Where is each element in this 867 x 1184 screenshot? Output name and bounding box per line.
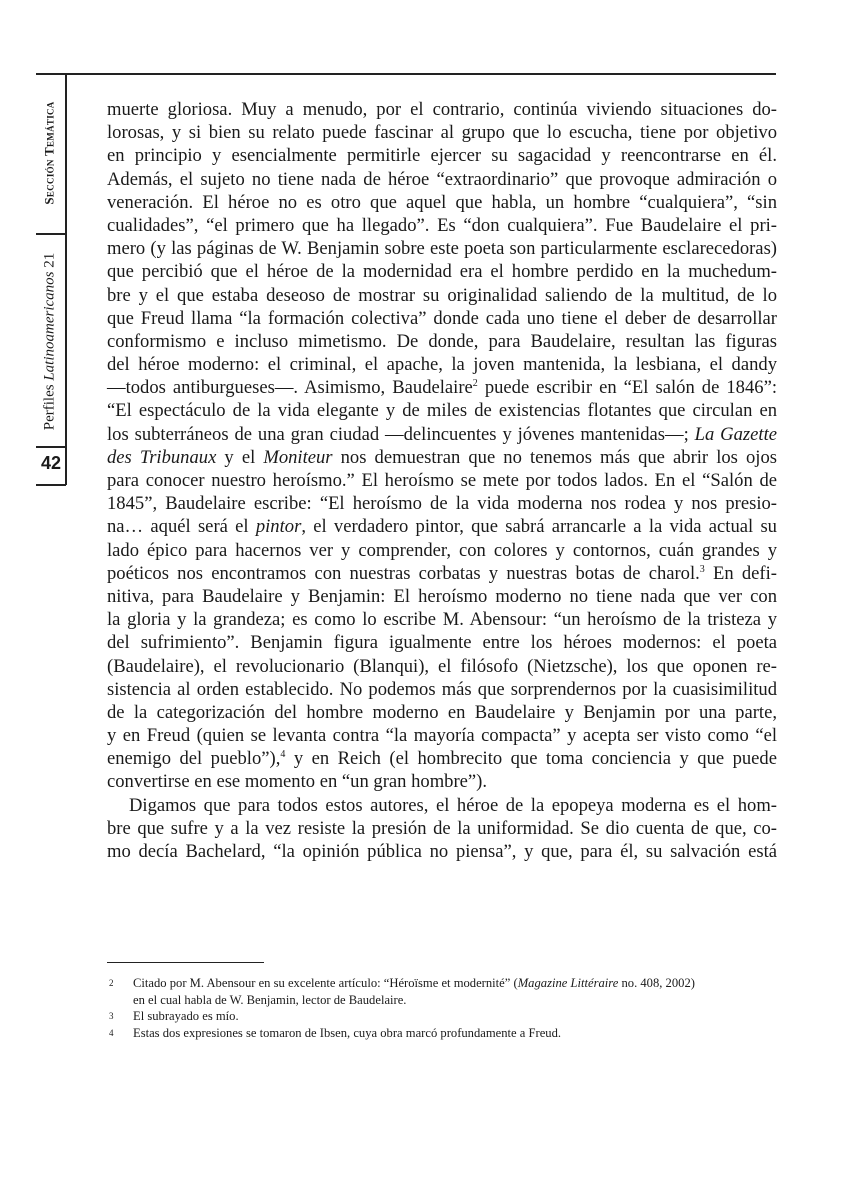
text-line: mo decía Bachelard, “la opinión pública no piensa”, y que, para él, su salvación está (107, 841, 777, 862)
text-line: Digamos que para todos estos autores, el héroe de la epopeya moderna es el hom- (129, 794, 777, 816)
text-line: conformismo e incluso mimetismo. De donde, para Baudelaire, resultan las figuras (107, 330, 777, 352)
text-line: que percibió que el héroe de la modernidad era el hombre perdido en la muchedum- (107, 261, 777, 283)
text-line (107, 446, 777, 469)
sidebar-divider (36, 484, 66, 486)
footnote-text: en el cual habla de W. Benjamin, lector de Baudelaire. (133, 992, 407, 1007)
text-run: poéticos nos encontramos con nuestras corbatas y nuestras botas de charol. (107, 562, 700, 584)
footnote-text: no. 408, 2002) (618, 976, 695, 990)
italic-title: Moniteur (263, 446, 333, 468)
text-line: cualidades”, “el primero que ha llegado”. Es “don cualquiera”. Fue Baudelaire el pri- (107, 214, 777, 236)
journal-name: Latinoamericanos (41, 271, 58, 381)
journal-prefix: Perfiles (41, 380, 58, 430)
text-run: puede escribir en “El salón de 1846”: (477, 377, 777, 399)
text-line (107, 747, 777, 770)
text-line: bre y el que estaba deseoso de mostrar su originalidad saliendo de la multitud, de lo (107, 284, 777, 306)
text-run: y el (216, 446, 264, 468)
text-line (107, 423, 777, 446)
text-line: convertirse en ese momento en “un gran hombre”). (107, 771, 487, 793)
sidebar-divider (36, 446, 66, 448)
text-line (107, 515, 777, 538)
text-line: de la categorización del hombre moderno en Baudelaire y Benjamin por una parte, (107, 701, 777, 723)
text-line: nitiva, para Baudelaire y Benjamin: El heroísmo moderno no tiene nada que ver con (107, 585, 777, 607)
text-run: y en Reich (el hombrecito que toma conciencia y que puede (285, 748, 777, 770)
header-rule (36, 73, 776, 75)
italic-emphasis: pintor (255, 516, 302, 538)
footnote-mark: 4 (109, 1027, 114, 1038)
sidebar-divider (36, 233, 66, 235)
text-line: del héroe moderno: el criminal, el apache, la joven mantenida, la lesbiana, el dandy (107, 354, 777, 376)
text-line: en principio y esencialmente permitirle ejercer su sagacidad y reencontrarse en él. (107, 145, 777, 167)
journal-title (42, 252, 59, 430)
text-line: bre que sufre y a la vez resiste la presión de la uniformidad. Se dio cuenta de que, co- (107, 817, 777, 839)
text-line: del sufrimiento”. Benjamin figura igualmente entre los héroes modernos: el poeta (107, 632, 777, 654)
footnote-text: Estas dos expresiones se tomaron de Ibsen, cuya obra marcó profundamente a Freud. (133, 1025, 562, 1040)
italic-title: des Tribunaux (107, 446, 217, 468)
text-line: veneración. El héroe no es otro que aquel que habla, un hombre “cualquiera”, “sin (107, 191, 777, 213)
footnote-mark: 2 (109, 978, 114, 988)
text-line: lado épico para hacernos ver y comprender, con colores y contornos, cuán grandes y (107, 539, 777, 561)
running-head-journal (37, 236, 63, 446)
text-line: la gloria y la grandeza; es como lo escribe M. Abensour: “un heroísmo de la tristeza y (107, 609, 777, 631)
footnote (107, 975, 787, 1008)
footnote-mark: 3 (109, 1011, 114, 1021)
journal-issue: 21 (41, 252, 58, 271)
text-line: muerte gloriosa. Muy a menudo, por el contrario, continúa viviendo situaciones do- (107, 99, 777, 120)
footnote-ref[interactable]: 3 (699, 563, 705, 575)
italic-title: Magazine Littéraire (517, 976, 619, 990)
footnote (107, 1008, 787, 1025)
text-run: los subterráneos de una gran ciudad —delincuentes y jóvenes mantenidas—; (107, 423, 695, 445)
text-run: , el verdadero pintor, que sabrá arrancarle a la vida actual su (301, 516, 777, 538)
text-line: lorosas, y si bien su relato puede fascinar al grupo que lo escucha, tiene por objetivo (107, 122, 777, 144)
text-run: En defi- (704, 562, 777, 584)
section-title: Sección Temática (42, 101, 58, 205)
text-line (107, 562, 777, 585)
text-line: mero (y las páginas de W. Benjamin sobre este poeta son particularmente esclarecedoras) (107, 238, 777, 260)
text-run: nos demuestran que no tenemos más que abrir los ojos (332, 446, 777, 468)
footnote-ref[interactable]: 4 (280, 749, 286, 761)
running-head-section (37, 78, 63, 228)
text-line: sistencia al orden establecido. No podemos más que sorprendernos por la cuasisimilitud (107, 678, 777, 700)
footnote-ref[interactable]: 2 (472, 378, 478, 390)
text-line: 1845”, Baudelaire escribe: “El heroísmo de la vida moderna nos rodea y nos presio- (107, 493, 777, 515)
page-number: 42 (40, 453, 62, 473)
text-run: na… aquél será el (107, 516, 256, 538)
text-line: Además, el sujeto no tiene nada de héroe “extraordinario” que provoque admiración o (107, 168, 777, 190)
sidebar-rule (65, 75, 67, 485)
text-line: (Baudelaire), el revolucionario (Blanqui), el filósofo (Nietzsche), los que oponen re- (107, 655, 777, 677)
text-run: enemigo del pueblo”), (107, 748, 281, 770)
body-text (107, 98, 777, 863)
text-line: “El espectáculo de la vida elegante y de miles de existencias flotantes que circulan en (107, 400, 777, 422)
text-line: que Freud llama “la formación colectiva” donde cada uno tiene el deber de desarrollar (107, 307, 777, 329)
footnote-text: Citado por M. Abensour en su excelente artículo: “Héroïsme et modernité” ( (133, 976, 518, 990)
text-line: y en Freud (quien se levanta contra “la mayoría compacta” y acepta ser visto como “el (107, 725, 777, 747)
footnotes (107, 975, 787, 1041)
footnote-text: El subrayado es mío. (133, 1009, 239, 1023)
italic-title: La Gazette (694, 423, 777, 445)
text-line (107, 376, 777, 399)
footnote-rule (107, 962, 264, 963)
text-run: —todos antiburgueses—. Asimismo, Baudelaire (107, 377, 473, 399)
text-line: para conocer nuestro heroísmo.” El heroísmo se mete por todos lados. En el “Salón de (107, 470, 777, 491)
footnote (107, 1025, 787, 1042)
